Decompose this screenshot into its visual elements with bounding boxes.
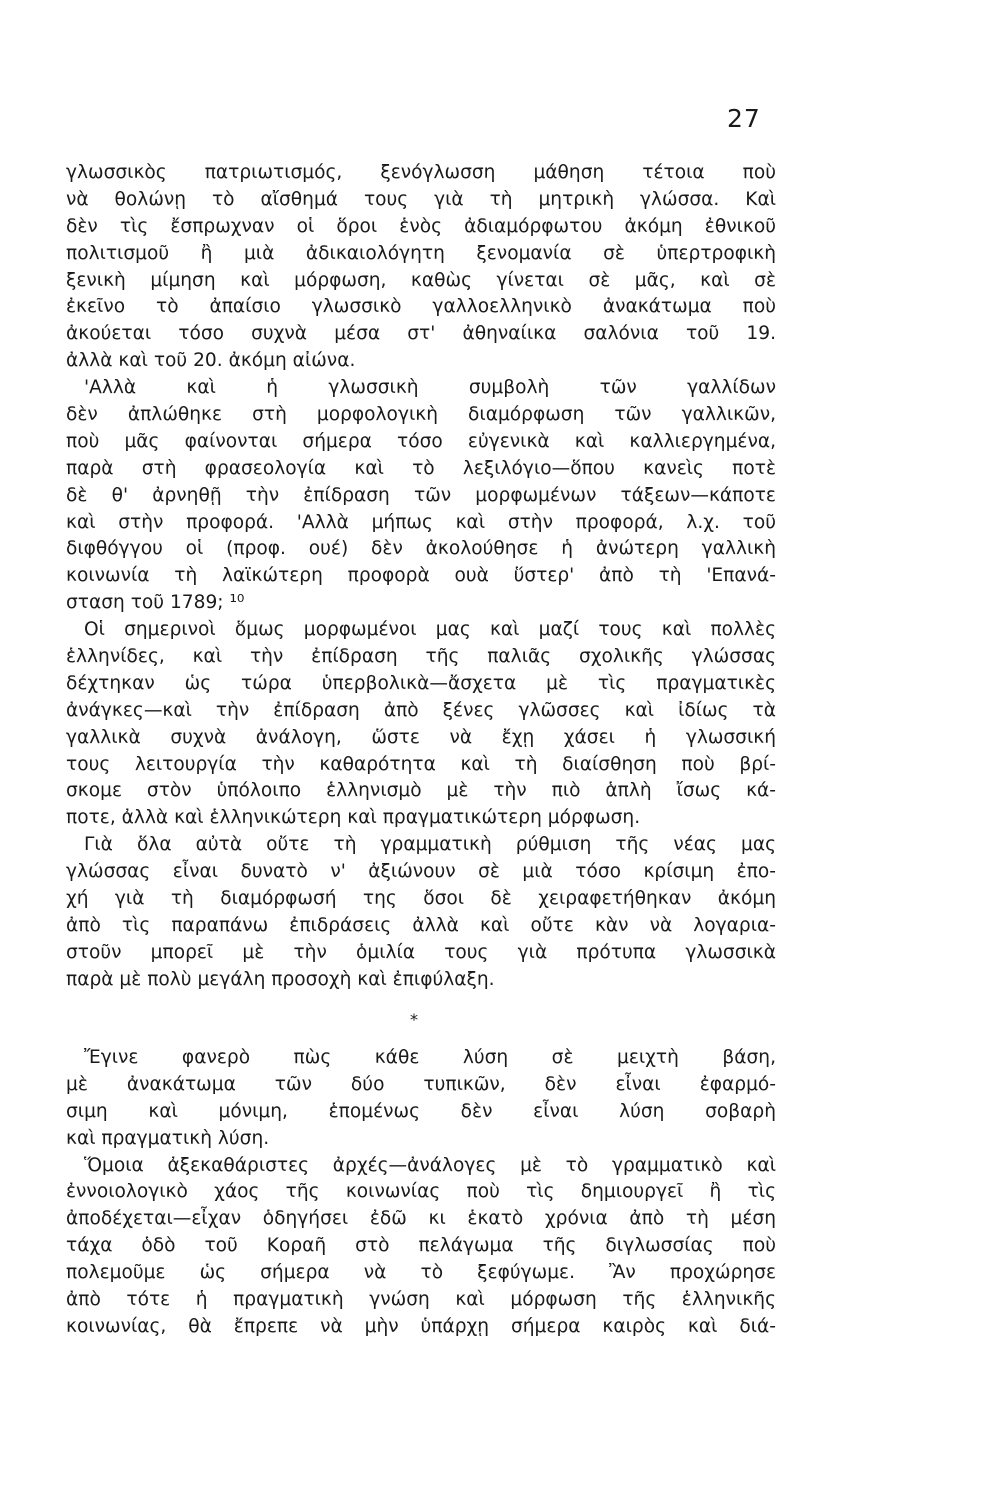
text-line: Ἔγινε φανερὸ πὼς κάθε λύση σὲ μειχτὴ βάση, (84, 1047, 776, 1068)
text-line: πολεμοῦμε ὡς σήμερα νὰ τὸ ξεφύγωμε. Ἂν προχώρησε (66, 1262, 776, 1284)
text-line: ἐκεῖνο τὸ ἀπαίσιο γλωσσικὸ γαλλοελληνικὸ ἀνακάτωμα ποὺ (66, 296, 776, 318)
text-line: κοινωνία τὴ λαϊκώτερη προφορὰ ουὰ ὕστερ' ἀπὸ τὴ 'Επανά- (66, 565, 776, 587)
text-line: τους λειτουργία τὴν καθαρότητα καὶ τὴ διαίσθηση ποὺ βρί- (66, 753, 776, 775)
text-line: μὲ ἀνακάτωμα τῶν δύο τυπικῶν, δὲν εἶναι ἐφαρμό- (66, 1073, 776, 1095)
paragraphs-lower (66, 1045, 776, 1341)
text-line: χή γιὰ τὴ διαμόρφωσή της ὅσοι δὲ χειραφετήθηκαν ἀκόμη (66, 888, 776, 910)
text-line: γαλλικὰ συχνὰ ἀνάλογη, ὥστε νὰ ἔχῃ χάσει ἡ γλωσσική (66, 726, 776, 748)
text-line: ἀκούεται τόσο συχνὰ μέσα στ' ἀθηναίικα σαλόνια τοῦ 19. (66, 323, 776, 345)
text-line: σκομε στὸν ὑπόλοιπο ἑλληνισμὸ μὲ τὴν πιὸ ἁπλὴ ἴσως κά- (66, 780, 776, 802)
text-line: ἐννοιολογικὸ χάος τῆς κοινωνίας ποὺ τὶς δημιουργεῖ ἢ τὶς (66, 1181, 776, 1203)
text-line: πολιτισμοῦ ἢ μιὰ ἀδικαιολόγητη ξενομανία σὲ ὑπερτροφικὴ (66, 242, 776, 264)
text-line: στοῦν μπορεῖ μὲ τὴν ὁμιλία τους γιὰ πρότυπα γλωσσικὰ (66, 941, 776, 963)
text-line: τάχα ὁδὸ τοῦ Κοραῆ στὸ πελάγωμα τῆς διγλωσσίας ποὺ (66, 1235, 776, 1257)
text-line: Ὅμοια ἀξεκαθάριστες ἀρχές—ἀνάλογες μὲ τὸ γραμματικὸ καὶ (84, 1154, 776, 1176)
text-line: δὲ θ' ἀρνηθῇ τὴν ἐπίδραση τῶν μορφωμένων τάξεων—κάποτε (66, 484, 776, 506)
text-line: ἀλλὰ καὶ τοῦ 20. ἀκόμη αἰώνα. (66, 350, 356, 372)
text-line: ἑλληνίδες, καὶ τὴν ἐπίδραση τῆς παλιᾶς σχολικῆς γλώσσας (66, 646, 776, 668)
text-line: νὰ θολώνῃ τὸ αἴσθημά τους γιὰ τὴ μητρικὴ γλώσσα. Καὶ (66, 188, 776, 210)
text-line: δὲν ἀπλώθηκε στὴ μορφολογικὴ διαμόρφωση τῶν γαλλικῶν, (66, 404, 776, 426)
text-line: ξενικὴ μίμηση καὶ μόρφωση, καθὼς γίνεται σὲ μᾶς, καὶ σὲ (66, 269, 776, 291)
text-line: ἀπὸ τότε ἡ πραγματικὴ γνώση καὶ μόρφωση τῆς ἑλληνικῆς (66, 1289, 776, 1311)
text-line: ἀνάγκες—καὶ τὴν ἐπίδραση ἀπὸ ξένες γλῶσσες καὶ ἰδίως τὰ (66, 699, 776, 721)
text-line: καὶ στὴν προφορά. 'Αλλὰ μήπως καὶ στὴν προφορά, λ.χ. τοῦ (66, 511, 776, 533)
text-line: παρὰ μὲ πολὺ μεγάλη προσοχὴ καὶ ἐπιφύλαξη. (66, 968, 495, 990)
text-line: ποτε, ἀλλὰ καὶ ἑλληνικώτερη καὶ πραγματικώτερη μόρφωση. (66, 807, 641, 829)
page-number: 27 (727, 104, 761, 133)
text-line: 'Αλλὰ καὶ ἡ γλωσσικὴ συμβολὴ τῶν γαλλίδων (84, 377, 776, 399)
text-line: σιμη καὶ μόνιμη, ἑπομένως δὲν εἶναι λύση σοβαρὴ (66, 1100, 776, 1122)
text-line: κοινωνίας, θὰ ἔπρεπε νὰ μὴν ὑπάρχῃ σήμερα καιρὸς καὶ διά- (66, 1315, 776, 1337)
text-line: ἀπὸ τὶς παραπάνω ἐπιδράσεις ἀλλὰ καὶ οὔτε κὰν νὰ λογαρια- (66, 914, 776, 936)
text-line: παρὰ στὴ φρασεολογία καὶ τὸ λεξιλόγιο—ὅπου κανεὶς ποτὲ (66, 457, 776, 479)
paragraphs-upper (66, 160, 776, 994)
text-line: Γιὰ ὅλα αὐτὰ οὔτε τὴ γραμματικὴ ρύθμιση τῆς νέας μας (84, 834, 776, 856)
section-separator: * (410, 1010, 418, 1029)
text-line: ποὺ μᾶς φαίνονται σήμερα τόσο εὐγενικὰ καὶ καλλιεργημένα, (66, 430, 776, 452)
text-line: γλωσσικὸς πατριωτισμός, ξενόγλωσση μάθηση τέτοια ποὺ (66, 162, 776, 183)
text-line: καὶ πραγματικὴ λύση. (66, 1127, 270, 1149)
text-line: σταση τοῦ 1789; ¹⁰ (66, 592, 245, 614)
text-line: διφθόγγου οἱ (προφ. ουέ) δὲν ἀκολούθησε ἡ ἀνώτερη γαλλικὴ (66, 538, 776, 560)
text-line: γλώσσας εἶναι δυνατὸ ν' ἀξιώνουν σὲ μιὰ τόσο κρίσιμη ἐπο- (66, 861, 776, 883)
text-line: Οἱ σημερινοὶ ὅμως μορφωμένοι μας καὶ μαζί τους καὶ πολλὲς (84, 619, 776, 641)
text-line: δὲν τὶς ἔσπρωχναν οἱ ὅροι ἑνὸς ἀδιαμόρφωτου ἀκόμη ἐθνικοῦ (66, 215, 776, 237)
text-line: ἀποδέχεται—εἶχαν ὁδηγήσει ἐδῶ κι ἑκατὸ χρόνια ἀπὸ τὴ μέση (66, 1208, 776, 1230)
text-line: δέχτηκαν ὡς τώρα ὑπερβολικὰ—ἄσχετα μὲ τὶς πραγματικὲς (66, 672, 776, 694)
